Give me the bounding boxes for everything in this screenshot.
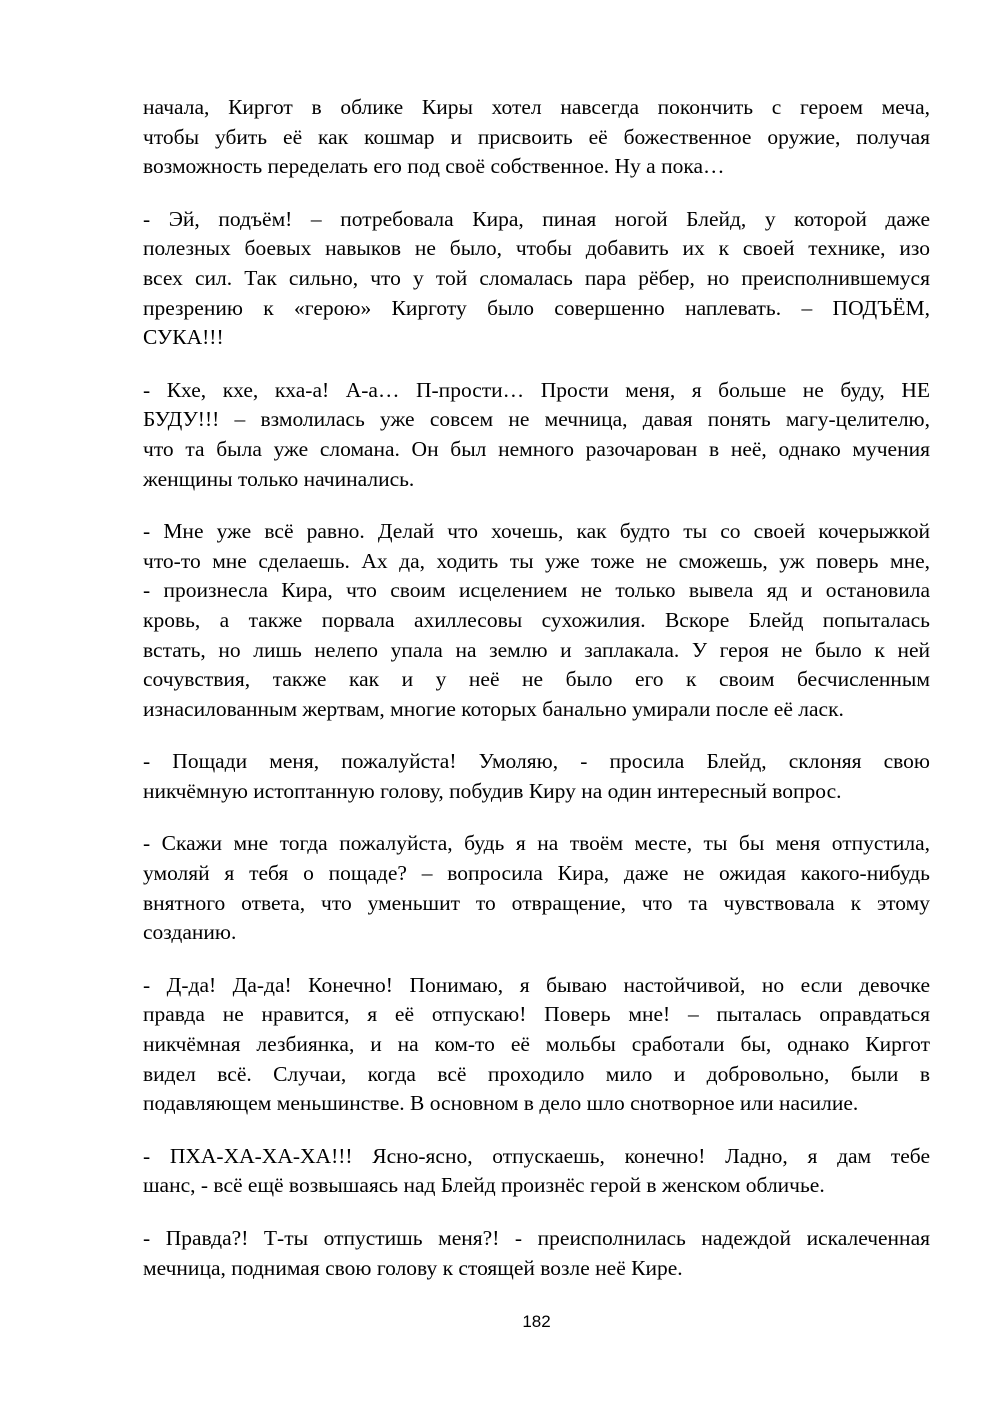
- text-line: - Эй, подъём! – потребовала Кира, пиная ногой Блейд, у которой даже: [143, 206, 930, 231]
- text-line: что-то мне сделаешь. Ах да, ходить ты уже тоже не сможешь, уж поверь мне,: [143, 548, 930, 573]
- page-number: 182: [522, 1312, 551, 1331]
- text-line: умоляй я тебя о пощаде? – вопросила Кира, даже не ожидая какого-нибудь: [143, 861, 930, 886]
- paragraph: [143, 1142, 930, 1201]
- paragraph: [143, 1224, 930, 1283]
- paragraph: [143, 205, 930, 353]
- text-line: - Д-да! Да-да! Конечно! Понимаю, я бываю настойчивой, но если девочке: [143, 972, 930, 997]
- text-line: СУКА!!!: [143, 325, 224, 350]
- text-line: начала, Киргот в облике Киры хотел навсегда покончить с героем меча,: [143, 95, 930, 119]
- paragraph: [143, 93, 930, 182]
- text-line: - Мне уже всё равно. Делай что хочешь, как будто ты со своей кочерыжкой: [143, 519, 930, 544]
- text-line: что та была уже сломана. Он был немного разочарован в неё, однако мучения: [143, 436, 930, 461]
- body-text: [143, 93, 930, 1283]
- text-line: полезных боевых навыков не было, чтобы добавить их к своей технике, изо: [143, 236, 930, 261]
- text-line: правда не нравится, я её отпускаю! Поверь мне! – пыталась оправдаться: [143, 1002, 930, 1027]
- text-line: внятного ответа, что уменьшит то отвращение, что та чувствовала к этому: [143, 890, 930, 915]
- text-line: - ПХА-ХА-ХА-ХА!!! Ясно-ясно, отпускаешь, конечно! Ладно, я дам тебе: [143, 1143, 930, 1168]
- text-line: кровь, а также порвала ахиллесовы сухожилия. Вскоре Блейд попыталась: [143, 607, 930, 632]
- paragraph: [143, 517, 930, 724]
- text-line: возможность переделать его под своё собственное. Ну а пока…: [143, 154, 725, 179]
- text-line: подавляющем меньшинстве. В основном в дело шло снотворное или насилие.: [143, 1091, 859, 1116]
- text-line: - Пощади меня, пожалуйста! Умоляю, - просила Блейд, склоняя свою: [143, 749, 930, 774]
- text-line: шанс, - всё ещё возвышаясь над Блейд произнёс герой в женском обличье.: [143, 1173, 825, 1198]
- text-line: - Правда?! Т-ты отпустишь меня?! - преисполнилась надеждой искалеченная: [143, 1226, 930, 1250]
- text-line: созданию.: [143, 920, 237, 945]
- text-line: чтобы убить её как кошмар и присвоить её божественное оружие, получая: [143, 124, 930, 149]
- text-line: мечница, поднимая свою голову к стоящей возле неё Кире.: [143, 1255, 683, 1280]
- text-line: встать, но лишь нелепо упала на землю и заплакала. У героя не было к ней: [143, 637, 930, 662]
- text-line: женщины только начинались.: [143, 466, 415, 491]
- text-line: изнасилованным жертвам, многие которых банально умирали после её ласк.: [143, 696, 844, 721]
- text-line: сочувствия, также как и у неё не было его к своим бесчисленным: [143, 667, 930, 692]
- text-line: видел всё. Случаи, когда всё проходило мило и добровольно, были в: [143, 1061, 930, 1086]
- text-line: - Кхе, кхе, кха-а! А-а… П-прости… Прости меня, я больше не буду, НЕ: [143, 377, 930, 402]
- text-line: презрению к «герою» Кирготу было совершенно наплевать. – ПОДЪЁМ,: [143, 295, 930, 320]
- text-line: никчёмную истоптанную голову, побудив Киру на один интересный вопрос.: [143, 778, 842, 803]
- text-line: БУДУ!!! – взмолилась уже совсем не мечница, давая понять магу-целителю,: [143, 407, 930, 432]
- text-line: никчёмная лезбиянка, и на ком-то её мольбы сработали бы, однако Киргот: [143, 1032, 930, 1057]
- paragraph: [143, 971, 930, 1119]
- text-line: - Скажи мне тогда пожалуйста, будь я на твоём месте, ты бы меня отпустила,: [143, 831, 930, 856]
- paragraph: [143, 376, 930, 494]
- paragraph: [143, 747, 930, 806]
- paragraph: [143, 829, 930, 947]
- text-line: всех сил. Так сильно, что у той сломалась пара рёбер, но преисполнившемуся: [143, 265, 930, 290]
- text-line: - произнесла Кира, что своим исцелением не только вывела яд и остановила: [143, 578, 930, 603]
